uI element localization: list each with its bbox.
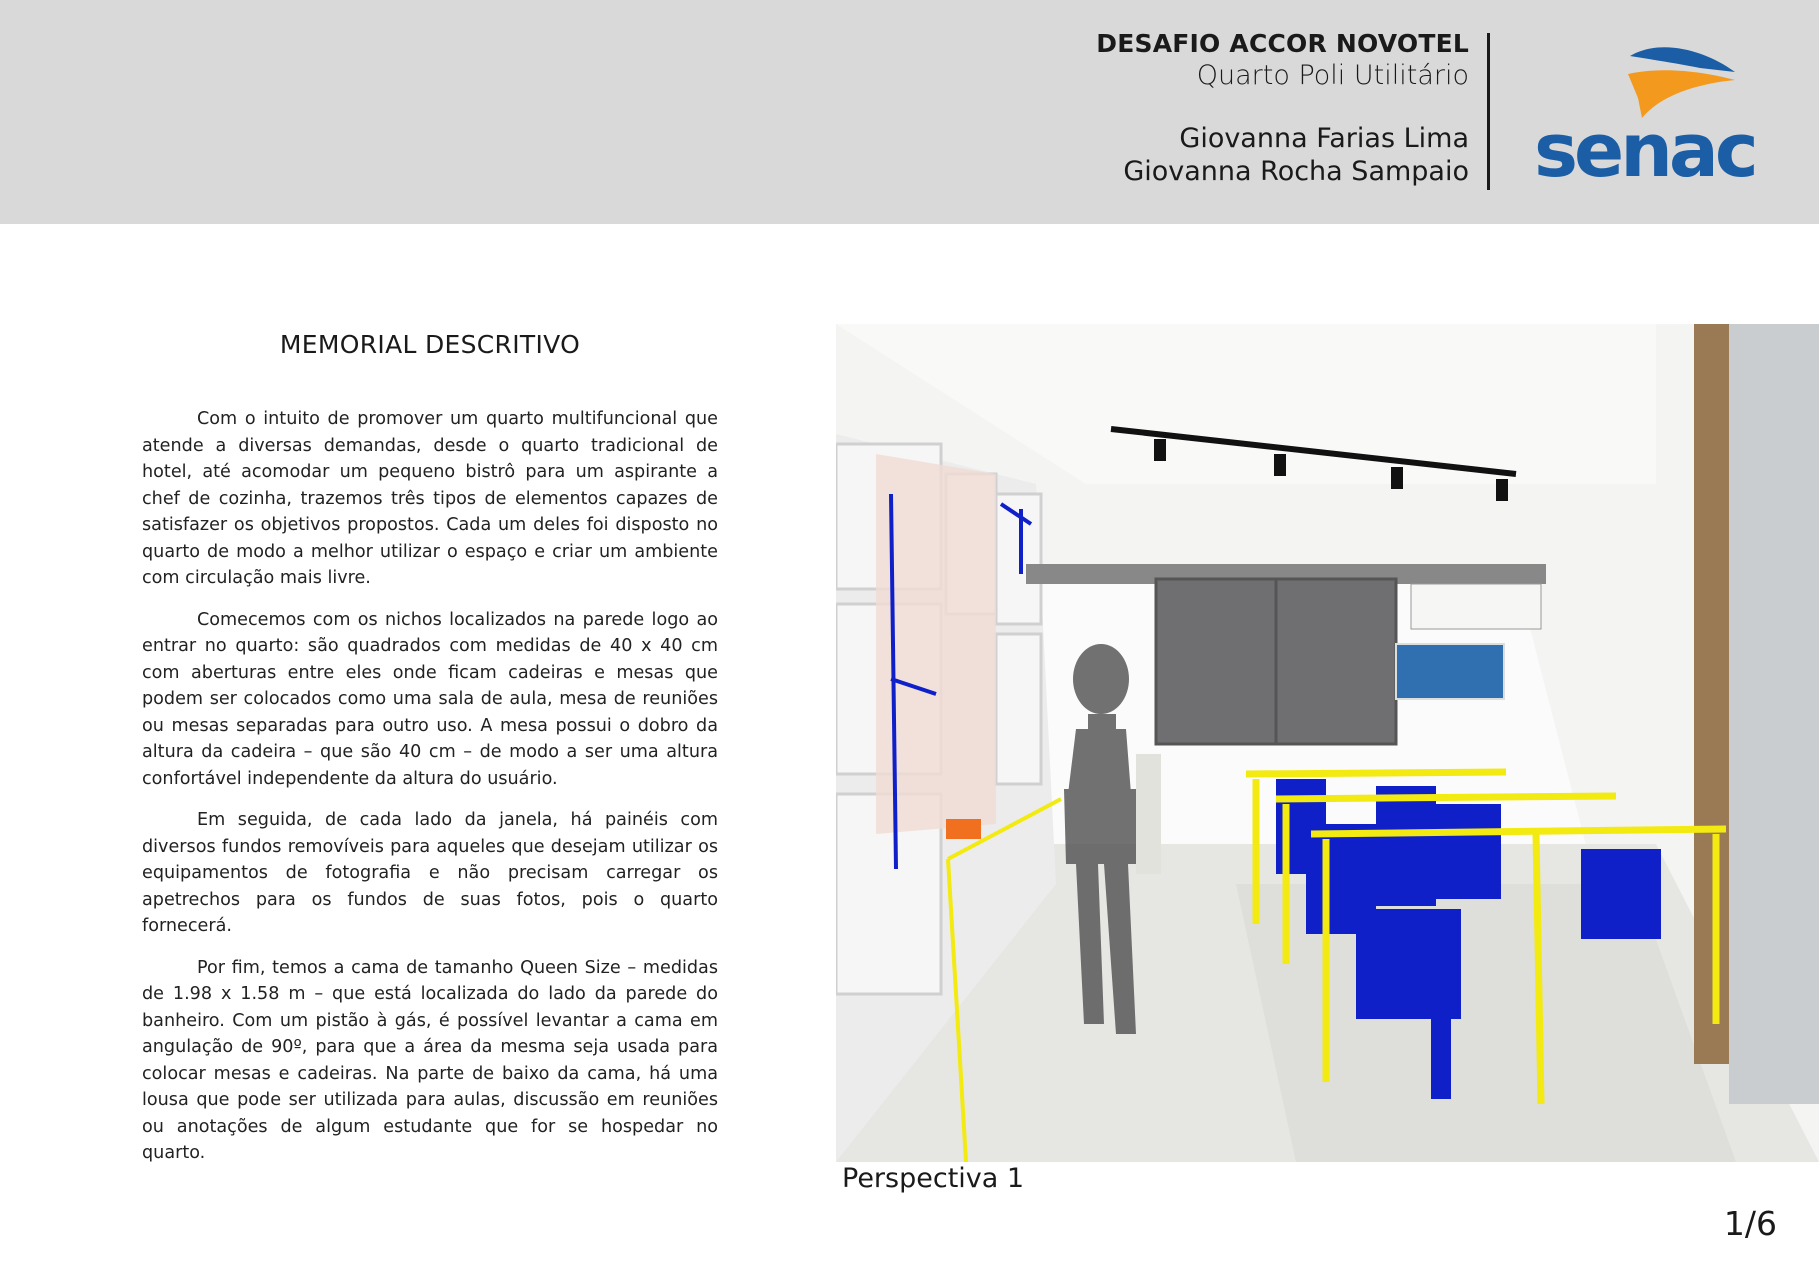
header-text-block (1096, 28, 1469, 188)
wood-column (1694, 324, 1729, 1064)
roller-blind (1411, 584, 1541, 629)
memorial-paragraph: Comecemos com os nichos localizados na parede logo ao entrar no quarto: são quadrados com medidas de 40 x 40 cm com aberturas entre eles onde ficam cadeiras e mesas que podem ser colocados como uma sala de aula, mesa de reuniões ou mesas separadas para outro uso. A mesa possui o dobro da altura da cadeira – que são 40 cm – de modo a ser uma altura confortável independente da altura do usuário. (142, 609, 718, 789)
wave-picture (1396, 644, 1504, 699)
project-title: DESAFIO ACCOR NOVOTEL (1096, 29, 1469, 58)
figure-caption: Perspectiva 1 (842, 1163, 1025, 1194)
page-number: 1/6 (1723, 1204, 1777, 1243)
room-illustration (836, 324, 1819, 1162)
tote-bag (1136, 754, 1161, 874)
memorial-paragraph: Em seguida, de cada lado da janela, há painéis com diversos fundos removíveis para aqueles que desejam utilizar os equipamentos de fotografia e não precisam carregar os apetrechos para os fundos de suas fotos, pois o quarto fornecerá. (142, 810, 718, 936)
memorial-paragraph: Por fim, temos a cama de tamanho Queen Size – medidas de 1.98 x 1.58 m – que está localizada do lado da parede do banheiro. Com um pistão à gás, é possível levantar a cama em angulação de 90º, para que a área da mesma seja usada para colocar mesas e cadeiras. Na parte de baixo da cama, há uma lousa que pode ser utilizada para aulas, discussão em reuniões ou anotações de algum estudante que for se hospedar no quarto. (142, 957, 718, 1163)
senac-logo (1530, 38, 1775, 188)
orange-cushion (946, 819, 981, 839)
author-name: Giovanna Farias Lima (1179, 123, 1469, 154)
logo-wordmark: senac (1534, 108, 1755, 188)
header-divider (1487, 33, 1490, 190)
memorial-body (142, 406, 718, 1182)
author-name: Giovanna Rocha Sampaio (1123, 156, 1469, 187)
patterned-wallpaper (1729, 324, 1819, 1104)
memorial-title: MEMORIAL DESCRITIVO (279, 330, 581, 359)
header-band (0, 0, 1819, 224)
project-subtitle: Quarto Poli Utilitário (1196, 60, 1469, 91)
memorial-paragraph: Com o intuito de promover um quarto multifuncional que atende a diversas demandas, desde o quarto tradicional de hotel, até acomodar um pequeno bistrô para um aspirante a chef de cozinha, trazemos três tipos de elementos capazes de satisfazer os objetivos propostos. Cada um deles foi disposto no quarto de modo a melhor utilizar o espaço e criar um ambiente com circulação mais livre. (142, 409, 718, 588)
perspective-render (836, 324, 1819, 1162)
